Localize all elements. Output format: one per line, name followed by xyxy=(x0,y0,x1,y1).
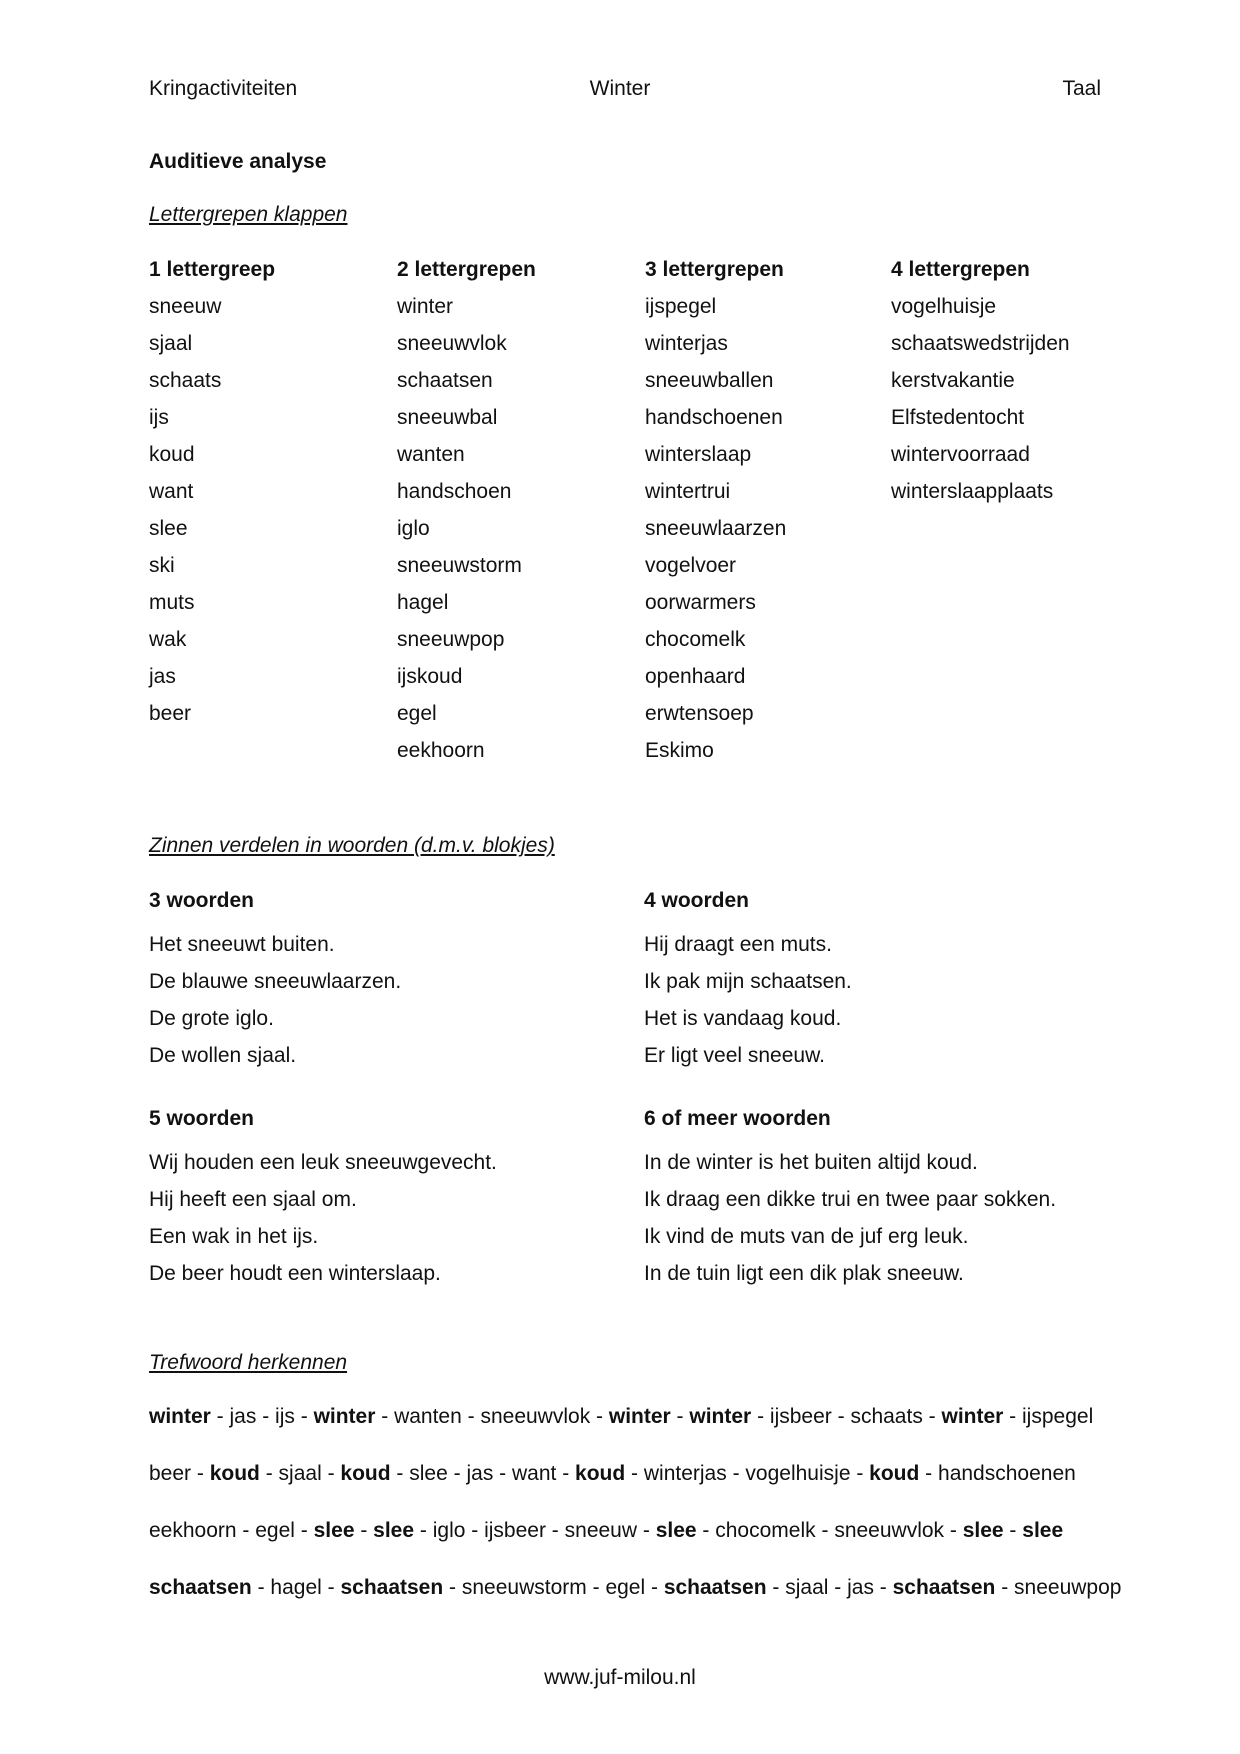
word-item: openhaard xyxy=(645,665,746,688)
sentence-item: Het sneeuwt buiten. xyxy=(149,933,335,956)
target-word: winter xyxy=(313,1405,376,1428)
word-item: handschoen xyxy=(397,480,512,503)
word-item: winter xyxy=(397,295,454,318)
word: sneeuwvlok xyxy=(480,1405,591,1428)
target-word: koud xyxy=(209,1462,260,1485)
sentence-group xyxy=(149,889,401,1081)
syllable-column xyxy=(149,258,275,739)
group-heading: 3 woorden xyxy=(149,889,255,912)
sentence-item: De beer houdt een winterslaap. xyxy=(149,1262,441,1285)
sentence-item: Ik draag een dikke trui en twee paar sokken. xyxy=(644,1188,1057,1211)
word-item: wintertrui xyxy=(645,480,731,503)
sentence-group xyxy=(149,1107,497,1299)
word-item: slee xyxy=(149,517,188,540)
target-word: winter xyxy=(689,1405,752,1428)
column-heading: 1 lettergreep xyxy=(149,258,276,281)
word-item: vogelvoer xyxy=(645,554,737,577)
word-item: Eskimo xyxy=(645,739,714,762)
word-item: schaatsen xyxy=(397,369,493,392)
word: sjaal xyxy=(785,1576,829,1599)
word: want xyxy=(512,1462,557,1485)
syllable-column xyxy=(891,258,1070,517)
word-item: beer xyxy=(149,702,192,725)
target-word: slee xyxy=(962,1519,1004,1542)
word-item: Elfstedentocht xyxy=(891,406,1025,429)
sentence-item: Het is vandaag koud. xyxy=(644,1007,842,1030)
word-item: wanten xyxy=(397,443,465,466)
word-item: sneeuwlaarzen xyxy=(645,517,787,540)
word-item: sneeuw xyxy=(149,295,222,318)
word: ijs xyxy=(275,1405,295,1428)
word-item: vogelhuisje xyxy=(891,295,997,318)
sentence-item: De grote iglo. xyxy=(149,1007,274,1030)
word: vogelhuisje xyxy=(745,1462,851,1485)
word: chocomelk xyxy=(715,1519,816,1542)
page-title: Auditieve analyse xyxy=(149,150,327,173)
word: wanten xyxy=(394,1405,462,1428)
word: handschoenen xyxy=(938,1462,1076,1485)
word: schaats xyxy=(850,1405,923,1428)
word-item: hagel xyxy=(397,591,449,614)
keyword-line: eekhoorn - egel - slee - slee - iglo - ijsbeer - sneeuw - slee - chocomelk - sneeuwvlok - slee - slee xyxy=(149,1519,1064,1542)
word-item: sneeuwbal xyxy=(397,406,498,429)
word-item: sneeuwvlok xyxy=(397,332,507,355)
sentence-item: Ik pak mijn schaatsen. xyxy=(644,970,852,993)
sentence-item: Hij draagt een muts. xyxy=(644,933,832,956)
sentence-item: Wij houden een leuk sneeuwgevecht. xyxy=(149,1151,497,1174)
sentence-item: In de tuin ligt een dik plak sneeuw. xyxy=(644,1262,964,1285)
word: sneeuwvlok xyxy=(834,1519,945,1542)
section-title-syllables: Lettergrepen klappen xyxy=(149,203,348,226)
sentence-item: Er ligt veel sneeuw. xyxy=(644,1044,825,1067)
target-word: schaatsen xyxy=(149,1576,252,1599)
word-item: ijs xyxy=(149,406,169,429)
target-word: schaatsen xyxy=(663,1576,767,1599)
header-center: Winter xyxy=(589,77,651,100)
header-left: Kringactiviteiten xyxy=(149,77,298,100)
sentence-item: De wollen sjaal. xyxy=(149,1044,297,1067)
sentence-item: Een wak in het ijs. xyxy=(149,1225,319,1248)
word-item: ijskoud xyxy=(397,665,463,688)
target-word: koud xyxy=(340,1462,391,1485)
column-heading: 2 lettergrepen xyxy=(397,258,536,281)
sentence-item: Hij heeft een sjaal om. xyxy=(149,1188,357,1211)
word: winterjas xyxy=(643,1462,727,1485)
word: sneeuwpop xyxy=(1014,1576,1122,1599)
word: ijsbeer xyxy=(484,1519,546,1542)
column-heading: 4 lettergrepen xyxy=(891,258,1030,281)
group-heading: 6 of meer woorden xyxy=(644,1107,831,1130)
group-heading: 4 woorden xyxy=(644,889,750,912)
keyword-line: schaatsen - hagel - schaatsen - sneeuwstorm - egel - schaatsen - sjaal - jas - schaatsen - sneeuwpop xyxy=(149,1576,1122,1599)
target-word: slee xyxy=(373,1519,415,1542)
word: jas xyxy=(466,1462,494,1485)
keyword-line: winter - jas - ijs - winter - wanten - sneeuwvlok - winter - winter - ijsbeer - schaats - winter - ijspegel xyxy=(149,1405,1094,1428)
word-item: wintervoorraad xyxy=(891,443,1030,466)
word-item: handschoenen xyxy=(645,406,783,429)
word: sneeuwstorm xyxy=(461,1576,587,1599)
sentence-item: In de winter is het buiten altijd koud. xyxy=(644,1151,978,1174)
word: egel xyxy=(255,1519,295,1542)
target-word: winter xyxy=(941,1405,1004,1428)
word: sneeuw xyxy=(564,1519,638,1542)
word: ijsbeer xyxy=(769,1405,832,1428)
word: jas xyxy=(229,1405,257,1428)
footer-url: www.juf-milou.nl xyxy=(544,1666,696,1689)
word-item: egel xyxy=(397,702,437,725)
syllable-column xyxy=(397,258,536,776)
target-word: koud xyxy=(869,1462,920,1485)
word-item: oorwarmers xyxy=(645,591,756,614)
word-item: wak xyxy=(149,628,187,651)
syllable-column xyxy=(645,258,786,776)
section-title-sentences: Zinnen verdelen in woorden (d.m.v. blokjes) xyxy=(149,834,555,857)
word-item: ski xyxy=(149,554,175,577)
word-item: kerstvakantie xyxy=(891,369,1015,392)
word-item: muts xyxy=(149,591,195,614)
word-item: chocomelk xyxy=(645,628,746,651)
word-item: sjaal xyxy=(149,332,193,355)
word: beer xyxy=(149,1462,192,1485)
sentence-item: De blauwe sneeuwlaarzen. xyxy=(149,970,402,993)
word-item: iglo xyxy=(397,517,430,540)
word-item: sneeuwballen xyxy=(645,369,774,392)
word-item: sneeuwpop xyxy=(397,628,505,651)
word-item: schaats xyxy=(149,369,222,392)
target-word: winter xyxy=(608,1405,671,1428)
word-item: koud xyxy=(149,443,195,466)
column-heading: 3 lettergrepen xyxy=(645,258,784,281)
word-item: winterjas xyxy=(645,332,728,355)
word: hagel xyxy=(270,1576,322,1599)
sentence-item: Ik vind de muts van de juf erg leuk. xyxy=(644,1225,969,1248)
target-word: slee xyxy=(655,1519,697,1542)
word: eekhoorn xyxy=(149,1519,237,1542)
target-word: winter xyxy=(149,1405,211,1428)
word: ijspegel xyxy=(1022,1405,1094,1428)
word-item: ijspegel xyxy=(645,295,717,318)
sentence-group xyxy=(644,889,852,1081)
word: egel xyxy=(605,1576,646,1599)
word-item: schaatswedstrijden xyxy=(891,332,1070,355)
keyword-line: beer - koud - sjaal - koud - slee - jas - want - koud - winterjas - vogelhuisje - koud - handschoenen xyxy=(149,1462,1076,1485)
word: jas xyxy=(847,1576,874,1599)
word-item: winterslaap xyxy=(645,443,752,466)
word-item: eekhoorn xyxy=(397,739,485,762)
word-item: erwtensoep xyxy=(645,702,754,725)
word-item: sneeuwstorm xyxy=(397,554,522,577)
word: sjaal xyxy=(278,1462,322,1485)
section-title-keywords: Trefwoord herkennen xyxy=(149,1351,348,1374)
word: iglo xyxy=(432,1519,466,1542)
sentence-group xyxy=(644,1107,1056,1299)
target-word: slee xyxy=(313,1519,355,1542)
target-word: schaatsen xyxy=(340,1576,444,1599)
word-item: want xyxy=(149,480,194,503)
target-word: schaatsen xyxy=(892,1576,996,1599)
word-item: winterslaapplaats xyxy=(891,480,1054,503)
header-right: Taal xyxy=(1062,77,1101,100)
word-item: jas xyxy=(149,665,176,688)
group-heading: 5 woorden xyxy=(149,1107,255,1130)
word: slee xyxy=(409,1462,448,1485)
target-word: koud xyxy=(575,1462,626,1485)
target-word: slee xyxy=(1022,1519,1064,1542)
